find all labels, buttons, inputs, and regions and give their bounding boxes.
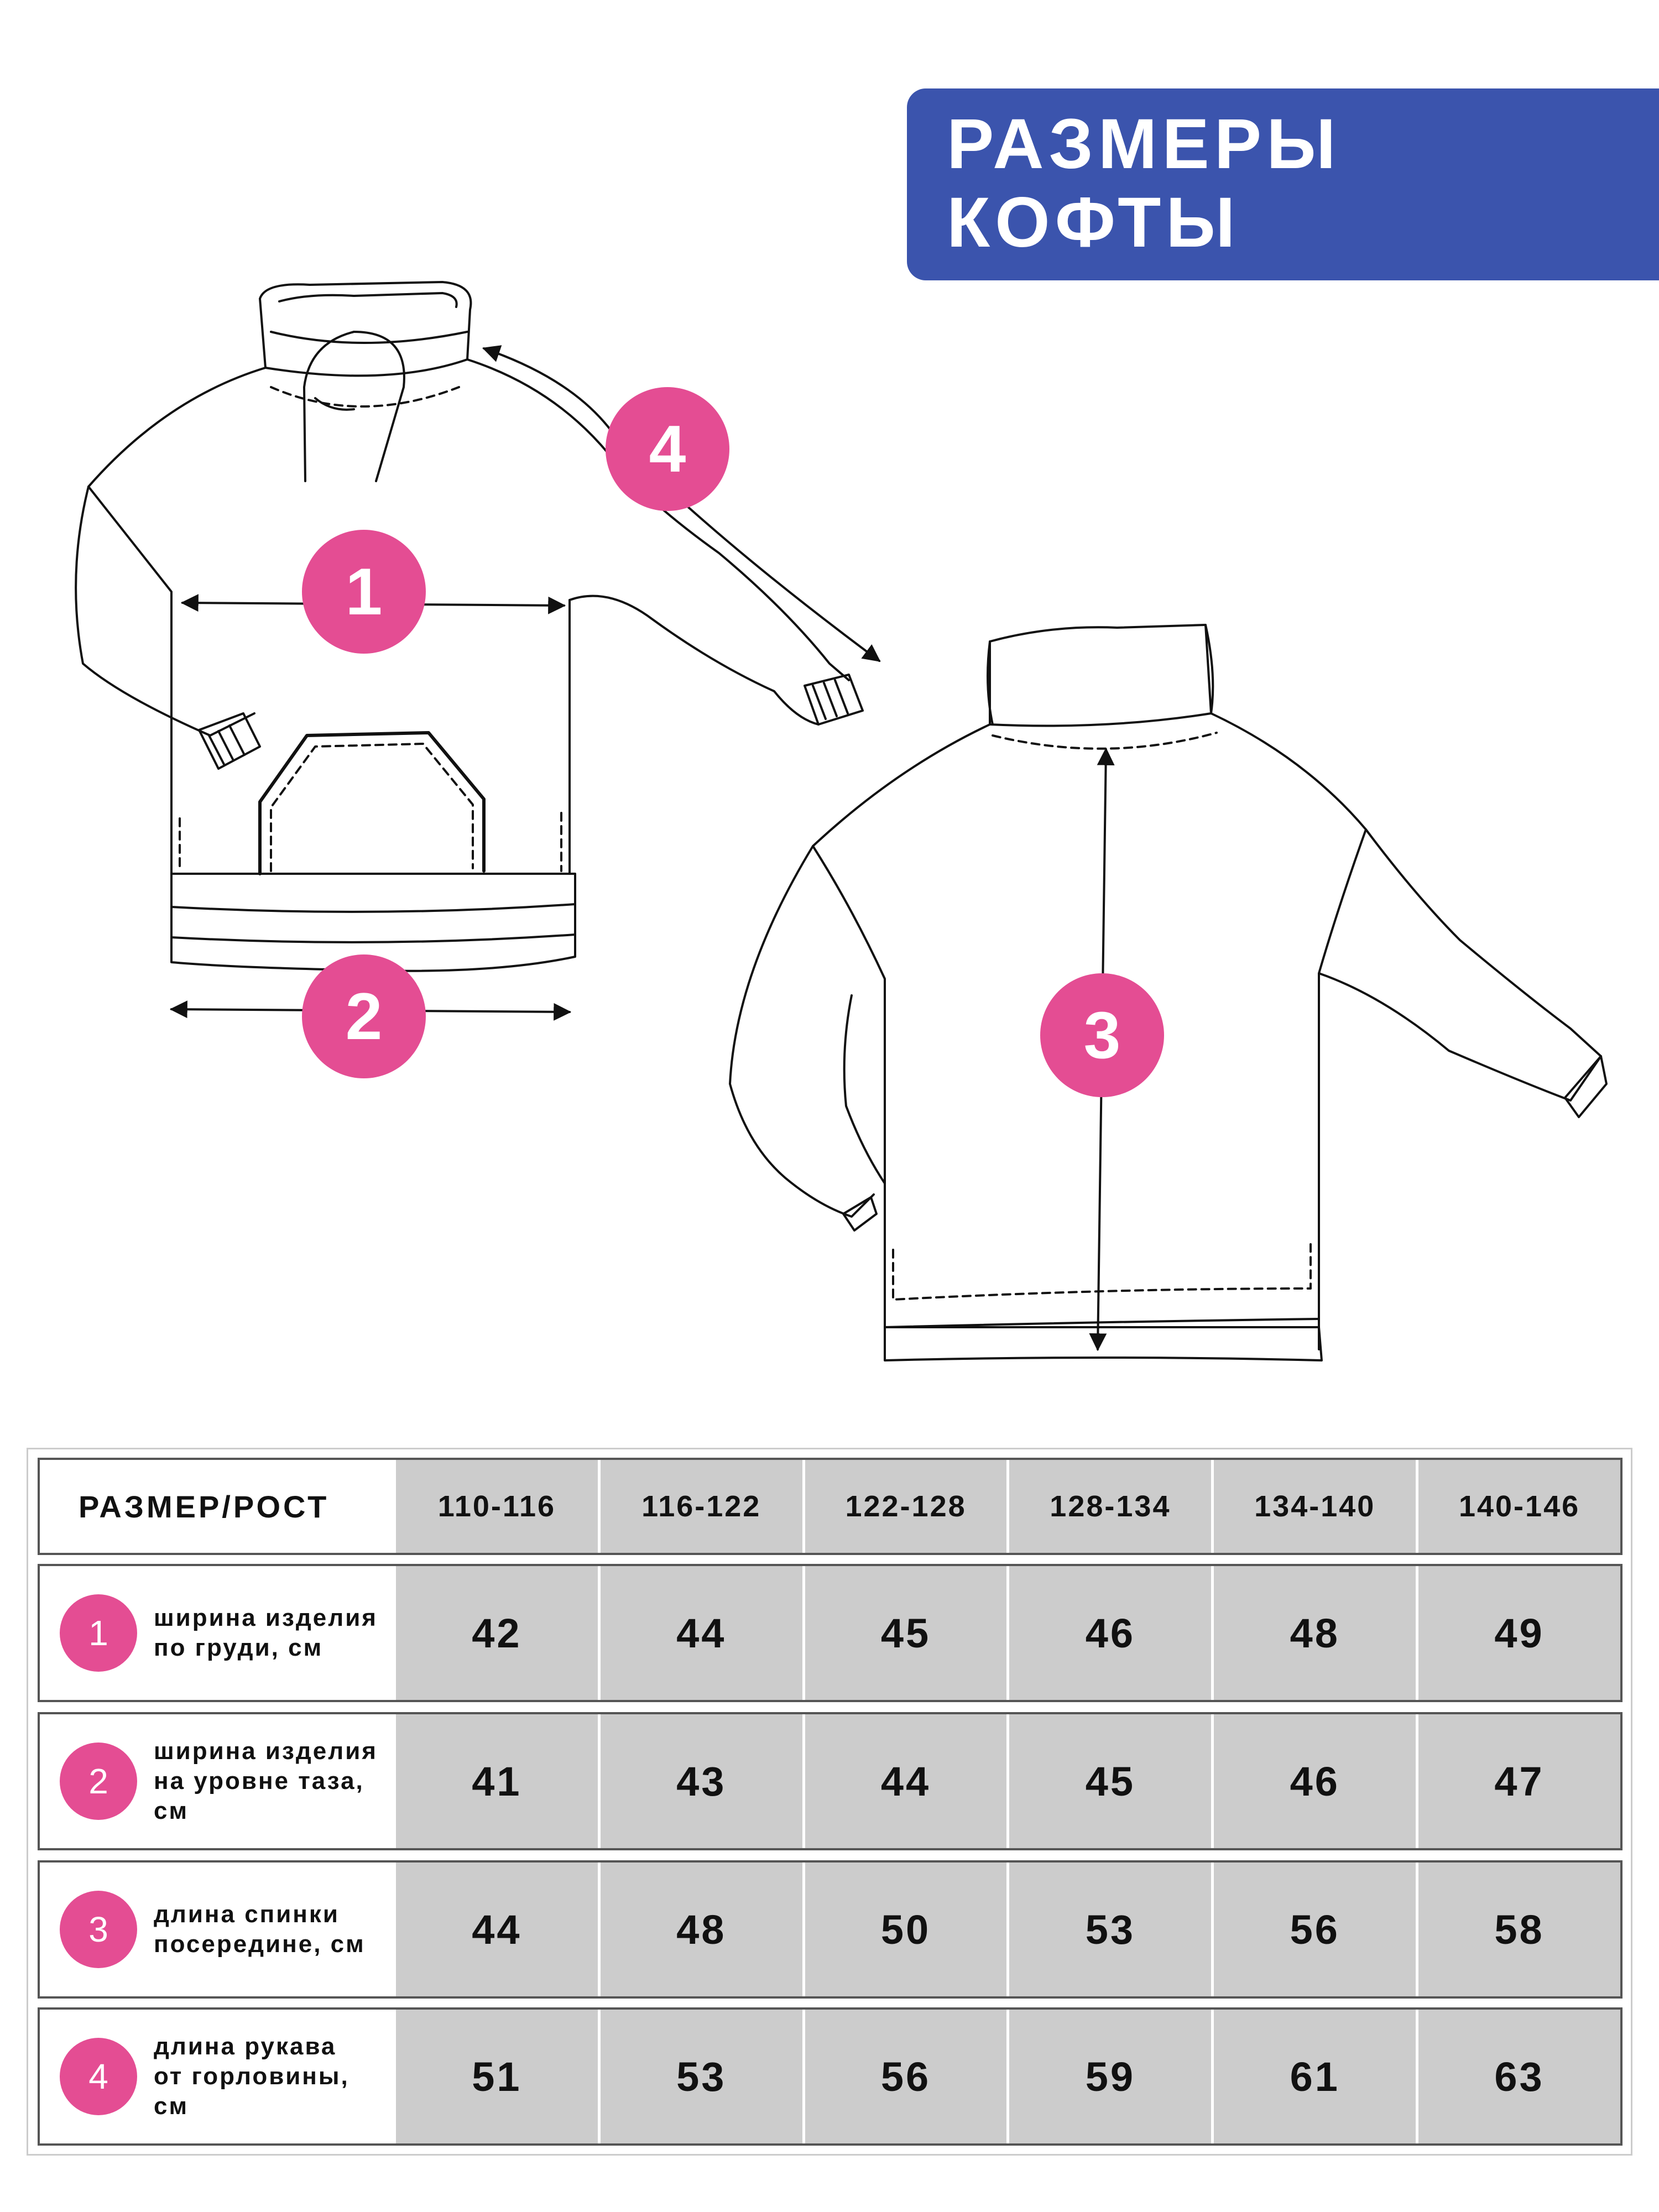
size-header-cell: 128-134 — [1006, 1460, 1211, 1553]
table-row — [38, 2007, 1623, 2146]
header-label: РАЗМЕР/РОСТ — [79, 1489, 330, 1524]
value-cell: 42 — [396, 1566, 598, 1700]
row-label: длина спинки посередине, см — [154, 1901, 366, 1958]
row-number-badge: 4 — [60, 2038, 137, 2115]
row-label-cell — [40, 1714, 396, 1848]
badge-3 — [1040, 973, 1164, 1097]
value-cell: 53 — [598, 2010, 802, 2143]
row-values — [396, 1863, 1620, 1996]
header-label-cell — [40, 1460, 396, 1553]
row-label: ширина изделия на уровне таза, см — [154, 1738, 378, 1824]
badge-4 — [606, 387, 729, 511]
badge-2-number: 2 — [345, 979, 383, 1053]
table-row — [38, 1860, 1623, 1999]
value-cell: 46 — [1211, 1714, 1416, 1848]
row-label: длина рукава от горловины, см — [154, 2033, 349, 2120]
value-cell: 44 — [598, 1566, 802, 1700]
size-header-cell: 140-146 — [1416, 1460, 1620, 1553]
value-cell: 48 — [1211, 1566, 1416, 1700]
table-header-row — [38, 1458, 1623, 1555]
value-cell: 63 — [1416, 2010, 1620, 2143]
badge-3-number: 3 — [1083, 998, 1121, 1072]
value-cell: 45 — [1006, 1714, 1211, 1848]
value-cell: 49 — [1416, 1566, 1620, 1700]
value-cell: 59 — [1006, 2010, 1211, 2143]
table-row — [38, 1712, 1623, 1850]
title-line-1: РАЗМЕРЫ — [947, 105, 1341, 184]
badge-4-number: 4 — [649, 412, 686, 486]
row-label-cell — [40, 2010, 396, 2143]
badge-1 — [302, 530, 426, 654]
value-cell: 56 — [1211, 1863, 1416, 1996]
title-line-2: КОФТЫ — [947, 183, 1240, 262]
value-cell: 50 — [802, 1863, 1007, 1996]
value-cell: 58 — [1416, 1863, 1620, 1996]
value-cell: 45 — [802, 1566, 1007, 1700]
value-cell: 44 — [396, 1863, 598, 1996]
value-cell: 47 — [1416, 1714, 1620, 1848]
row-values — [396, 1566, 1620, 1700]
row-number-badge: 1 — [60, 1594, 137, 1672]
size-header-cell: 116-122 — [598, 1460, 802, 1553]
row-number-badge: 2 — [60, 1743, 137, 1820]
badge-1-number: 1 — [345, 555, 383, 629]
back-view — [730, 625, 1606, 1360]
value-cell: 48 — [598, 1863, 802, 1996]
value-cell: 51 — [396, 2010, 598, 2143]
row-label-cell — [40, 1566, 396, 1700]
row-label: ширина изделия по груди, см — [154, 1604, 378, 1661]
size-header-cell: 134-140 — [1211, 1460, 1416, 1553]
row-values — [396, 2010, 1620, 2143]
front-view — [76, 282, 879, 1012]
header-sizes — [396, 1460, 1620, 1553]
badge-2 — [302, 954, 426, 1078]
value-cell: 44 — [802, 1714, 1007, 1848]
row-label-cell — [40, 1863, 396, 1996]
value-cell: 53 — [1006, 1863, 1211, 1996]
row-values — [396, 1714, 1620, 1848]
value-cell: 56 — [802, 2010, 1007, 2143]
value-cell: 43 — [598, 1714, 802, 1848]
value-cell: 61 — [1211, 2010, 1416, 2143]
size-header-cell: 122-128 — [802, 1460, 1007, 1553]
value-cell: 41 — [396, 1714, 598, 1848]
table-row — [38, 1564, 1623, 1702]
size-header-cell: 110-116 — [396, 1460, 598, 1553]
value-cell: 46 — [1006, 1566, 1211, 1700]
row-number-badge: 3 — [60, 1891, 137, 1968]
